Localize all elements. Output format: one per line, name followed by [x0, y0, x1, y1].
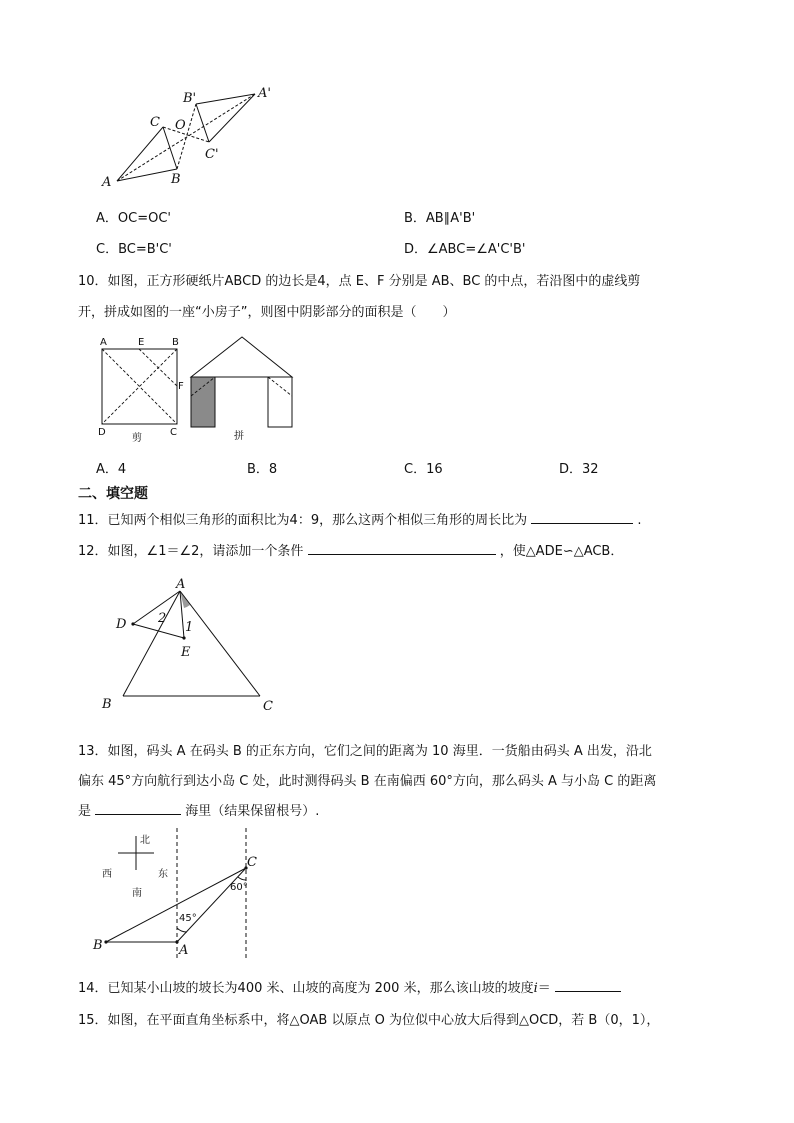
q13-text-line2: 偏东 45°方向航行到达小岛 C 处，此时测得码头 B 在南偏西 60°方向，那么码头 A 与小岛 C 的距离	[78, 774, 657, 789]
q14-text	[78, 977, 621, 996]
q10-label-c: C	[170, 427, 177, 438]
q9-label-a: A	[102, 175, 112, 190]
q12-label-angle1: 1	[185, 620, 194, 635]
q13-compass-east: 东	[158, 869, 168, 880]
q14-answer-blank[interactable]	[555, 978, 621, 992]
q12-text	[78, 540, 623, 559]
q12-label-d: D	[116, 617, 127, 632]
q9-option-d: D．∠ABC=∠A'C'B'	[404, 242, 526, 257]
q13-figure	[90, 828, 275, 963]
q12-label-e: E	[181, 645, 191, 660]
q11-text	[78, 509, 642, 528]
q12-figure	[100, 578, 285, 718]
q12-label-b: B	[102, 697, 112, 712]
q10-label-d: D	[98, 427, 106, 438]
q10-option-c: C．16	[404, 462, 443, 477]
q14-slope-var: i	[533, 981, 538, 996]
q12-label-angle2: 2	[158, 611, 167, 626]
q13-text-line1: 13．如图，码头 A 在码头 B 的正东方向，它们之间的距离为 10 海里．一货船由码头 A 出发，沿北	[78, 744, 652, 759]
q12-label-c: C	[263, 699, 273, 714]
section-title-fill-in: 二、填空题	[78, 486, 148, 502]
q10-label-f: F	[178, 381, 184, 392]
q12-text-before: 12．如图，∠1＝∠2，请添加一个条件	[78, 544, 304, 559]
q14-text-before: 14．已知某小山坡的坡长为400 米、山坡的高度为 200 米，那么该山坡的坡度	[78, 981, 534, 996]
q9-label-b: B	[171, 172, 181, 187]
q15-text-line1: 15．如图，在平面直角坐标系中，将△OAB 以原点 O 为位似中心放大后得到△OCD，若 B（0，1），	[78, 1013, 660, 1028]
q9-option-a: A．OC=OC'	[96, 211, 171, 226]
q10-label-assemble: 拼	[234, 431, 244, 442]
q9-option-c: C．BC=B'C'	[96, 242, 172, 257]
q10-label-a: A	[100, 337, 107, 348]
q13-label-b: B	[93, 938, 103, 953]
q13-text-after: 海里（结果保留根号）.	[185, 804, 320, 819]
q10-text-line2: 开，拼成如图的一座“小房子”，则图中阴影部分的面积是（ ）	[78, 305, 456, 320]
q13-angle-60: 60°	[230, 882, 248, 893]
q9-option-b: B．AB∥A'B'	[404, 211, 476, 226]
q14-equals: ＝	[537, 981, 551, 996]
q13-label-c: C	[247, 855, 257, 870]
q11-text-before: 11．已知两个相似三角形的面积比为4：9，那么这两个相似三角形的周长比为	[78, 513, 528, 528]
q13-angle-45: 45°	[179, 913, 197, 924]
q9-label-a-prime: A'	[258, 86, 271, 101]
q12-answer-blank[interactable]	[308, 541, 496, 555]
q11-answer-blank[interactable]	[531, 510, 633, 524]
q12-label-a: A	[176, 578, 186, 592]
q9-label-o: O	[175, 118, 186, 133]
q10-label-e: E	[138, 337, 145, 348]
q10-label-cut: 剪	[132, 433, 142, 444]
q9-figure	[95, 82, 285, 192]
q13-label-a: A	[179, 943, 189, 958]
q10-option-a: A．4	[96, 462, 127, 477]
q10-figure	[92, 334, 302, 446]
q13-compass-west: 西	[102, 869, 112, 880]
q11-text-after: .	[637, 513, 642, 528]
q10-shaded-region	[191, 377, 215, 427]
q10-text-line1: 10．如图，正方形硬纸片ABCD 的边长是4，点 E、F 分别是 AB、BC 的中点，若沿图中的虚线剪	[78, 274, 641, 289]
q10-option-d: D．32	[559, 462, 599, 477]
q13-text-line3	[78, 800, 319, 819]
q13-text-before: 是	[78, 804, 92, 819]
q9-label-c-prime: C'	[205, 147, 219, 162]
q9-label-c: C	[150, 115, 160, 130]
q12-text-after: ，使△ADE∽△ACB．	[499, 544, 624, 559]
q10-option-b: B．8	[247, 462, 278, 477]
q13-compass-north: 北	[140, 835, 150, 846]
q13-compass-south: 南	[132, 888, 142, 899]
q13-answer-blank[interactable]	[95, 801, 181, 815]
q10-label-b: B	[172, 337, 179, 348]
q9-label-b-prime: B'	[183, 91, 197, 106]
